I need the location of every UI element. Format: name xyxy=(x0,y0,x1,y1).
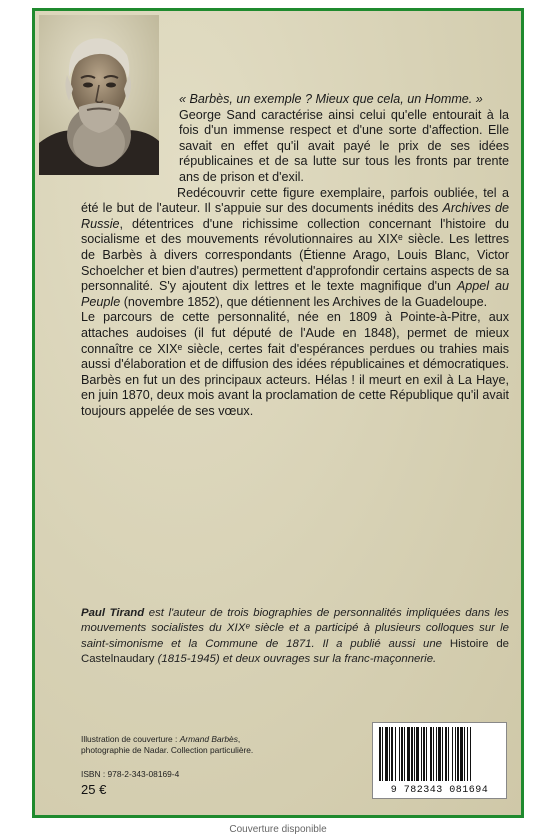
barcode-number: 9 782343 081694 xyxy=(390,785,489,796)
barcode-bar xyxy=(391,727,393,781)
paragraph-3: Le parcours de cette personnalité, née en 1809 à Pointe-à-Pitre, aux attaches audoises (il fut député de l'Aude en 1848), permet de mieux connaître ce XIXᵉ siècle, certes fait d'espérances perdues ou trahies mais aussi d'élaboration et de diffusion des idées républicaines et démocratiques. Barbès en fut un des principaux acteurs. Hélas ! il meurt en exil à La Haye, en juin 1870, deux mois avant la proclamation de cette République qu'il avait toujours appelée de ses vœux. xyxy=(81,310,509,418)
paragraph-1: George Sand caractérise ainsi celui qu'elle entourait à la fois d'un immense respect et d'une sorte d'affection. Elle savait en effet qu'il avait payé le prix de ses idées républicaines et de sa lutte sur tous les fronts par trente ans de prison et d'exil. xyxy=(179,107,509,184)
barcode-bar xyxy=(414,727,415,781)
book-title-castelnaudary: Histoire de Castelnaudary xyxy=(81,637,509,666)
credits-part-c: , xyxy=(237,734,241,744)
barcode-bar xyxy=(464,727,465,781)
paragraph-2-part-a: Redécouvrir cette figure exemplaire, parfois oubliée, tel a été le but de l'auteur. Il s'appuie sur des documents inédits des xyxy=(81,185,509,216)
barcode-bar xyxy=(430,727,432,781)
barcode-bar xyxy=(389,727,390,781)
barcode xyxy=(372,722,507,799)
barcode-bar xyxy=(379,727,381,781)
author-note-part-d: et deux ouvrages sur la franc-maçonnerie. xyxy=(222,653,437,666)
opening-quote: « Barbès, un exemple ? Mieux que cela, un Homme. » xyxy=(179,92,483,106)
barcode-bar xyxy=(404,727,405,781)
barcode-bar xyxy=(455,727,456,781)
barcode-bars xyxy=(379,727,500,781)
barcode-bar xyxy=(421,727,422,781)
barcode-bar xyxy=(457,727,459,781)
author-note-part-a: est l'auteur de trois biographies de personnalités impliquées dans les mouvements socialistes du XIXᵉ siècle et a participé à plusieurs colloques sur le saint-simonisme et la Commune de 1871. Il a publié aussi une xyxy=(81,607,509,650)
availability-caption: Couverture disponible xyxy=(229,824,327,835)
barcode-bar xyxy=(460,727,463,781)
author-note-part-c: (1815-1945) xyxy=(154,653,223,666)
barcode-bar xyxy=(399,727,400,781)
barcode-bar xyxy=(448,727,449,781)
barcode-bar xyxy=(416,727,419,781)
barcode-bar xyxy=(407,727,410,781)
back-cover-text xyxy=(81,92,509,419)
barcode-bar xyxy=(438,727,441,781)
price: 25 € xyxy=(81,782,107,797)
paragraph-2-part-e: (novembre 1852), que détiennent les Archives de la Guadeloupe. xyxy=(120,294,488,309)
barcode-bar xyxy=(385,727,388,781)
barcode-bar xyxy=(395,727,396,781)
barcode-bar xyxy=(411,727,413,781)
book-back-cover xyxy=(32,8,524,818)
barcode-bar xyxy=(470,727,471,781)
barcode-bar xyxy=(433,727,434,781)
barcode-bar xyxy=(401,727,403,781)
credits-subject: Armand Barbès xyxy=(179,734,238,744)
barcode-bar xyxy=(452,727,453,781)
barcode-bar xyxy=(445,727,447,781)
barcode-bar xyxy=(442,727,443,781)
isbn: ISBN : 978-2-343-08169-4 xyxy=(81,769,180,779)
barcode-bar xyxy=(467,727,468,781)
barcode-bar xyxy=(426,727,427,781)
barcode-bar xyxy=(382,727,383,781)
barcode-bar xyxy=(423,727,425,781)
appel-au-peuple: Appel au Peuple xyxy=(81,279,509,309)
paragraph-2-part-c: , détentrices d'une richissime collection concernant l'histoire du socialisme et des mouvements révolutionnaires au XIXᵉ siècle. Les lettres de Barbès à divers correspondants (Étienne Arago, Louis Blanc, Victor Schoelcher et bien d'autres) permettent d'approfondir certains aspects de sa personnalité. S'y ajoutent dix lettres et le texte magnifique d'un xyxy=(81,216,509,294)
archives-russie: Archives de Russie xyxy=(81,201,509,231)
author-note xyxy=(81,606,509,668)
cover-credits xyxy=(81,734,321,756)
barcode-bar xyxy=(436,727,437,781)
credits-part-a: Illustration de couverture : xyxy=(81,734,180,744)
author-name: Paul Tirand xyxy=(81,607,145,619)
credits-part-d: photographie de Nadar. Collection particulière. xyxy=(81,745,254,755)
paragraph-2 xyxy=(81,186,509,311)
